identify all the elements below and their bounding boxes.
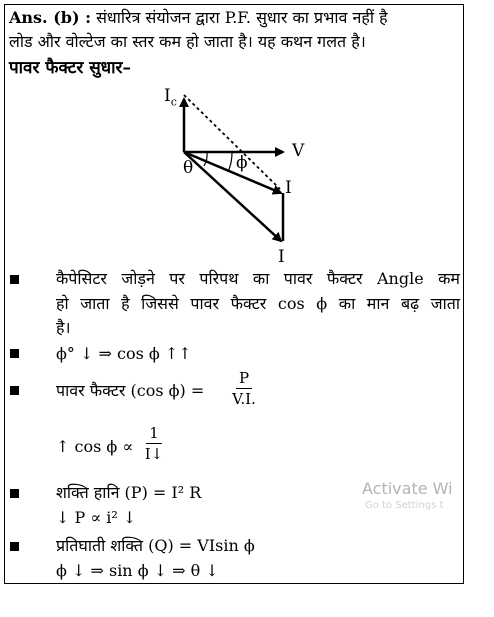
bullet-4 — [10, 489, 19, 498]
fraction2-denominator: I↓ — [144, 445, 164, 463]
point-1-line-2: हो जाता है जिससे पावर फैक्टर cos ϕ का मान बढ़ जाता — [56, 294, 460, 313]
answer-label: Ans. (b) : — [9, 8, 91, 27]
angle-arc-phi — [228, 152, 232, 172]
activate-windows-watermark: Activate Wi — [362, 479, 453, 498]
power-factor-fraction — [224, 369, 264, 408]
bullet-3 — [10, 386, 19, 395]
point-4-line-1: शक्ति हानि (P) = I² R — [56, 483, 202, 502]
label-i-mid: I — [285, 178, 292, 198]
point-3-line-1: पावर फैक्टर (cos ϕ) = — [56, 381, 205, 400]
answer-line-2: लोड और वोल्टेज का स्तर कम हो जाता है। यह कथन गलत है। — [9, 32, 366, 51]
point-3-line-2: ↑ cos ϕ ∝ — [56, 437, 134, 456]
label-ic: $I_c$ — [164, 86, 177, 109]
point-5-line-2: ϕ ↓ ⇒ sin ϕ ↓ ⇒ θ ↓ — [56, 561, 219, 580]
point-4-line-2: ↓ P ∝ i² ↓ — [56, 508, 137, 527]
activate-windows-hint: Go to Settings t — [365, 500, 444, 511]
fraction2-numerator: 1 — [146, 424, 162, 444]
answer-text-1: संधारित्र संयोजन द्वारा P.F. सुधार का प्रभाव नहीं है — [96, 8, 388, 27]
section-heading: पावर फैक्टर सुधार– — [9, 58, 131, 78]
bullet-2 — [10, 349, 19, 358]
i-phasor-corrected — [184, 152, 281, 193]
label-i-bottom: I — [278, 247, 285, 267]
label-theta: θ — [183, 158, 194, 178]
i-phasor-original — [184, 152, 281, 241]
bullet-5 — [10, 542, 19, 551]
point-1-line-1: कैपेसिटर जोड़ने पर परिपथ का पावर फैक्टर Angle कम — [56, 269, 460, 288]
label-phi: ϕ — [236, 153, 248, 173]
point-1-line-3: है। — [56, 318, 71, 337]
proportional-fraction — [140, 424, 168, 463]
point-5-line-1: प्रतिघाती शक्ति (Q) = VIsin ϕ — [56, 536, 255, 555]
fraction-denominator: V.I. — [232, 390, 256, 408]
bullet-1 — [10, 275, 19, 284]
angle-arc-theta — [204, 152, 207, 166]
label-v: V — [292, 141, 305, 161]
point-2-line-1: ϕ° ↓ ⇒ cos ϕ ↑↑ — [56, 344, 192, 363]
dotted-resultant — [184, 95, 280, 189]
fraction-numerator: P — [236, 369, 252, 389]
